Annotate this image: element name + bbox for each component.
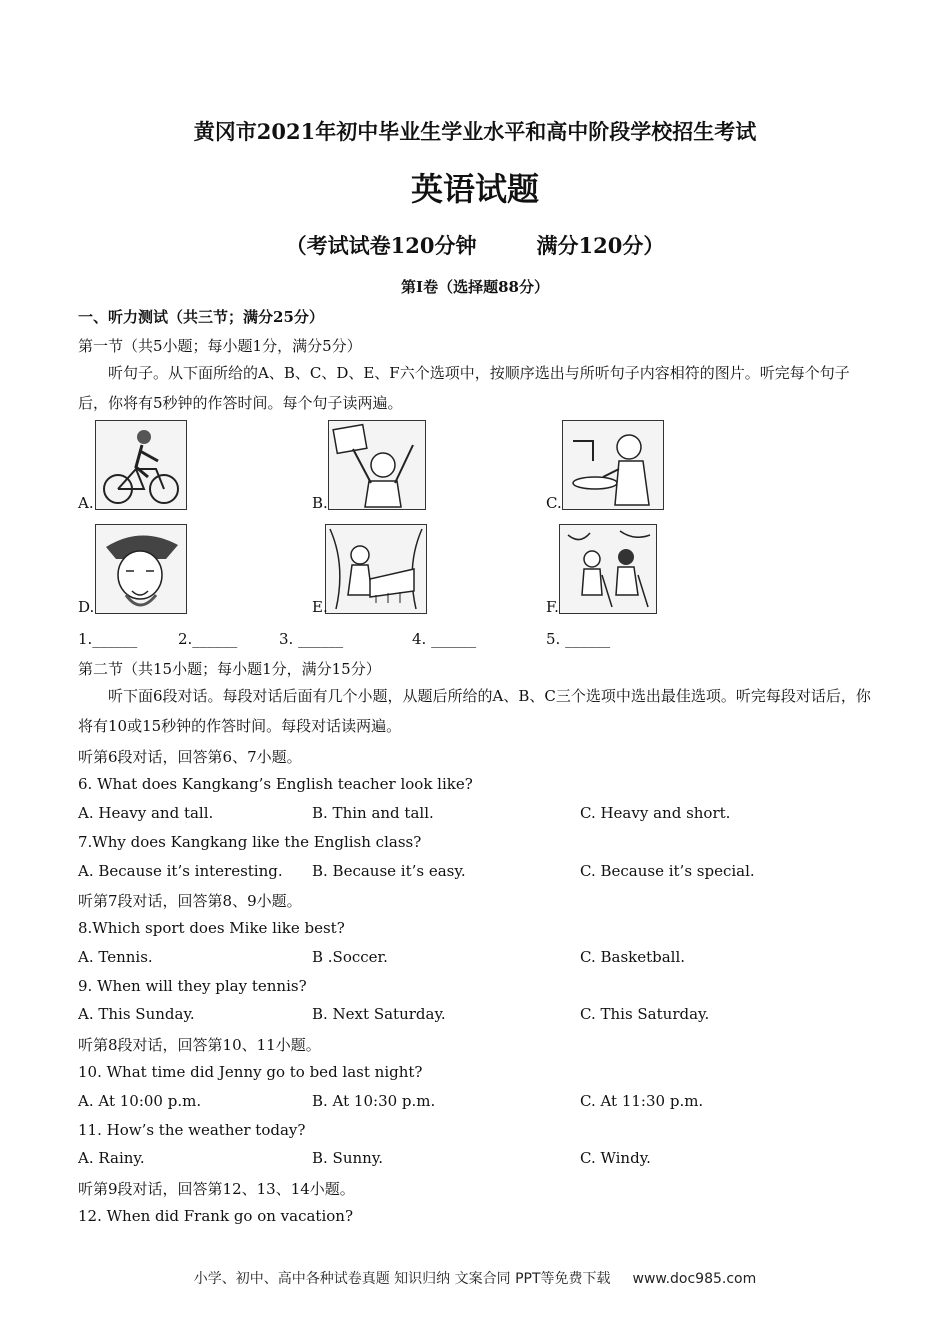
answer-blank[interactable]: 4. ______ [412,630,477,648]
piano-icon [326,525,426,613]
girl-playing-piano-picture [325,524,427,614]
picture-label-e: E. [312,598,328,616]
picture-label-b: B. [312,494,328,512]
question: 10. What time did Jenny go to bed last night? [78,1063,423,1081]
question: 6. What does Kangkang’s English teacher look like? [78,775,473,793]
section-heading: 一、听力测试（共三节；满分25分） [78,308,324,326]
answer-blank[interactable]: 2.______ [178,630,238,648]
question: 8.Which sport does Mike like best? [78,919,345,937]
girl-washing-hands-picture [562,420,664,510]
score-note: 满分120分） [536,233,665,258]
option-a[interactable]: A. Rainy. [78,1149,145,1167]
picture-label-f: F. [546,598,559,616]
instructions-1: 听句子。从下面所给的A、B、C、D、E、F六个选项中，按顺序选出与所听句子内容相符的图片。听完每个句子后，你将有5秒钟的作答时间。每个句子读两遍。 [78,364,850,412]
poet-portrait-icon [96,525,186,613]
instructions-2: 听下面6段对话。每段对话后面有几个小题，从题后所给的A、B、C三个选项中选出最佳选项。听完每段对话后，你将有10或15秒钟的作答时间。每段对话读两遍。 [78,687,871,735]
answer-blank[interactable]: 5. ______ [546,630,611,648]
cyclist-icon [96,421,186,509]
answer-blank[interactable]: 3. ______ [279,630,344,648]
option-b[interactable]: B. Next Saturday. [312,1005,446,1023]
footer [0,1268,950,1288]
part-heading: 第I卷（选择题88分） [401,278,549,296]
option-c[interactable]: C. Heavy and short. [580,804,731,822]
option-c[interactable]: C. Because it’s special. [580,862,755,880]
answer-blank[interactable]: 1.______ [78,630,138,648]
test-report-icon [329,421,425,509]
exam-info [0,230,950,260]
option-b[interactable]: B. Thin and tall. [312,804,434,822]
question: 12. When did Frank go on vacation? [78,1207,353,1225]
dialogue-note: 听第9段对话，回答第12、13、14小题。 [78,1180,355,1198]
question: 11. How’s the weather today? [78,1121,306,1139]
option-a[interactable]: A. This Sunday. [78,1005,195,1023]
washing-hands-icon [563,421,663,509]
time-note: （考试试卷120分钟 [285,233,477,258]
footer-site-link[interactable]: www.doc985.com [632,1271,757,1287]
option-b[interactable]: B. Because it’s easy. [312,862,466,880]
question: 7.Why does Kangkang like the English class? [78,833,422,851]
option-b[interactable]: B. Sunny. [312,1149,384,1167]
test-report-boy-picture [328,420,426,510]
sweeping-icon [560,525,656,613]
option-c[interactable]: C. Windy. [580,1149,651,1167]
dialogue-note: 听第6段对话，回答第6、7小题。 [78,748,302,766]
poet-portrait-picture [95,524,187,614]
dialogue-note: 听第7段对话，回答第8、9小题。 [78,892,302,910]
option-c[interactable]: C. Basketball. [580,948,686,966]
dialogue-note: 听第8段对话，回答第10、11小题。 [78,1036,321,1054]
cyclist-picture [95,420,187,510]
option-a[interactable]: A. Because it’s interesting. [78,862,283,880]
picture-label-d: D. [78,598,95,616]
question: 9. When will they play tennis? [78,977,307,995]
footer-text: 小学、初中、高中各种试卷真题 知识归纳 文案合同 PPT等免费下载 [193,1271,611,1287]
exam-title: 黄冈市2021年初中毕业生学业水平和高中阶段学校招生考试 [193,119,757,144]
option-a[interactable]: A. Heavy and tall. [78,804,214,822]
option-b[interactable]: B .Soccer. [312,948,388,966]
subject-title: 英语试题 [410,170,539,208]
option-c[interactable]: C. This Saturday. [580,1005,710,1023]
kids-sweeping-picture [559,524,657,614]
option-b[interactable]: B. At 10:30 p.m. [312,1092,436,1110]
sub-section-2: 第二节（共15小题；每小题1分，满分15分） [78,660,381,678]
picture-label-a: A. [78,494,94,512]
sub-section-1: 第一节（共5小题；每小题1分，满分5分） [78,337,362,355]
option-a[interactable]: A. At 10:00 p.m. [78,1092,202,1110]
option-a[interactable]: A. Tennis. [78,948,153,966]
option-c[interactable]: C. At 11:30 p.m. [580,1092,704,1110]
picture-label-c: C. [546,494,562,512]
